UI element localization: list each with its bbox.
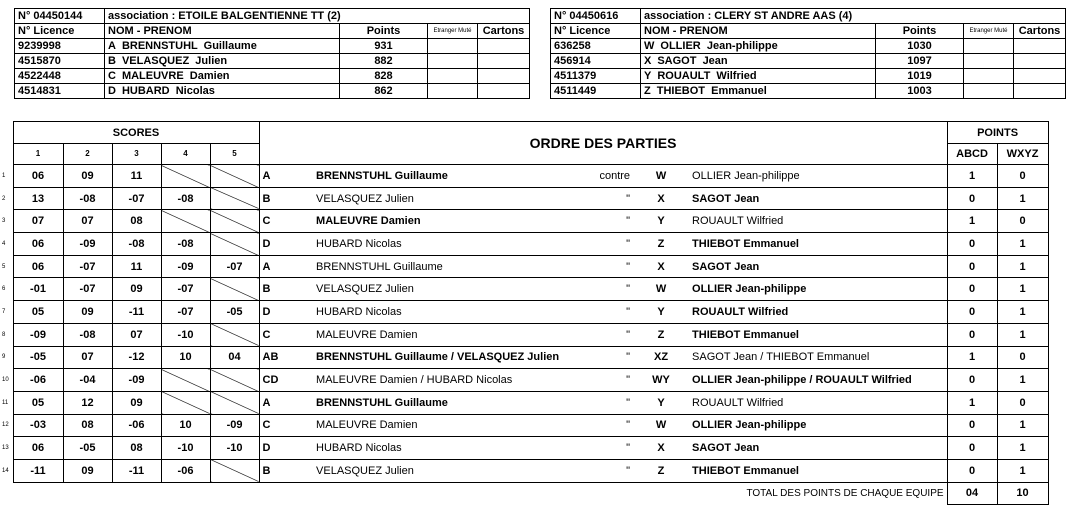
team-b-player-cards (1014, 54, 1066, 69)
set-score: -11 (13, 459, 63, 482)
match-index: 13 (2, 445, 9, 452)
match-row (2, 369, 1048, 392)
set-score (210, 369, 259, 392)
match-row (2, 437, 1048, 460)
right-player: ROUAULT Wilfried (689, 301, 947, 324)
match-index: 3 (2, 218, 6, 225)
set-score: -08 (161, 233, 210, 256)
left-player: MALEUVRE Damien (313, 323, 588, 346)
match-row (2, 414, 1048, 437)
set-score (210, 233, 259, 256)
right-letter: WY (633, 369, 689, 392)
total-label: TOTAL DES POINTS DE CHAQUE EQUIPE (259, 482, 947, 505)
right-player: THIEBOT Emmanuel (689, 459, 947, 482)
right-letter: W (633, 278, 689, 301)
team-a-player-name: BRENNSTUHL Guillaume (121, 40, 257, 52)
set-score: -07 (161, 301, 210, 324)
team-a-player-row (15, 39, 530, 54)
team-a-player-name-cell (105, 39, 340, 54)
team-b-player-cards (1014, 39, 1066, 54)
team-a-player-row (15, 54, 530, 69)
set-score: 11 (112, 255, 161, 278)
left-letter: B (259, 187, 313, 210)
points-b: 1 (997, 301, 1048, 324)
points-b: 1 (997, 369, 1048, 392)
match-index: 4 (2, 240, 6, 247)
left-letter: B (259, 459, 313, 482)
right-player: ROUAULT Wilfried (689, 391, 947, 414)
points-a: 1 (947, 165, 997, 188)
set-header: 2 (63, 144, 112, 165)
team-a-player-name-cell (105, 69, 340, 84)
right-player: ROUAULT Wilfried (689, 210, 947, 233)
team-b-player-name: THIEBOT Emmanuel (656, 85, 767, 97)
order-header: ORDRE DES PARTIES (259, 122, 947, 165)
set-score: 07 (63, 210, 112, 233)
match-index: 10 (2, 377, 9, 384)
points-b-header: WXYZ (997, 144, 1048, 165)
team-b-player-foreign (964, 84, 1014, 99)
right-letter: Y (633, 391, 689, 414)
versus-mark: " (588, 210, 633, 233)
left-letter: C (259, 210, 313, 233)
team-a-col-cards: Cartons (478, 24, 530, 39)
right-letter: Y (633, 301, 689, 324)
right-letter: W (633, 414, 689, 437)
set-score: -05 (210, 301, 259, 324)
left-player: BRENNSTUHL Guillaume / VELASQUEZ Julien (313, 346, 588, 369)
team-b-player-row (551, 39, 1066, 54)
match-row (2, 391, 1048, 414)
right-letter: Z (633, 233, 689, 256)
team-b-player-letter: X (644, 55, 652, 67)
set-score: -10 (210, 437, 259, 460)
set-score: 08 (112, 437, 161, 460)
right-player: THIEBOT Emmanuel (689, 233, 947, 256)
team-b-number: N° 04450616 (551, 9, 641, 24)
set-score: 12 (63, 391, 112, 414)
team-b-player-foreign (964, 69, 1014, 84)
team-b-player-name-cell (641, 84, 876, 99)
index-spacer (2, 144, 13, 165)
total-spacer (2, 482, 259, 505)
points-b: 1 (997, 255, 1048, 278)
versus-mark: " (588, 233, 633, 256)
set-score: 08 (63, 414, 112, 437)
set-score: -09 (210, 414, 259, 437)
team-b-player-name: SAGOT Jean (657, 55, 728, 67)
set-score (210, 459, 259, 482)
points-a: 0 (947, 459, 997, 482)
set-score: -08 (112, 233, 161, 256)
team-a-player-name: HUBARD Nicolas (121, 85, 215, 97)
points-a: 0 (947, 323, 997, 346)
left-letter: B (259, 278, 313, 301)
team-b-player-licence: 456914 (551, 54, 641, 69)
team-a-player-licence: 4515870 (15, 54, 105, 69)
team-b-player-points: 1097 (876, 54, 964, 69)
set-score: -09 (13, 323, 63, 346)
set-score: -11 (112, 459, 161, 482)
team-a-player-licence: 4514831 (15, 84, 105, 99)
team-b-player-points: 1003 (876, 84, 964, 99)
set-score (210, 210, 259, 233)
set-score (161, 210, 210, 233)
scores-header: SCORES (13, 122, 259, 144)
set-header: 1 (13, 144, 63, 165)
team-b-player-foreign (964, 39, 1014, 54)
points-a: 1 (947, 346, 997, 369)
set-score: -07 (161, 278, 210, 301)
team-b-player-licence: 636258 (551, 39, 641, 54)
versus-mark: " (588, 187, 633, 210)
set-score: -05 (63, 437, 112, 460)
set-score (161, 391, 210, 414)
set-score: -12 (112, 346, 161, 369)
points-a: 0 (947, 187, 997, 210)
right-player: OLLIER Jean-philippe (689, 278, 947, 301)
match-row (2, 301, 1048, 324)
team-b-player-name: ROUAULT Wilfried (657, 70, 757, 82)
match-row (2, 210, 1048, 233)
team-a-player-name: VELASQUEZ Julien (121, 55, 228, 67)
right-player: SAGOT Jean (689, 255, 947, 278)
right-player: SAGOT Jean (689, 437, 947, 460)
points-a-header: ABCD (947, 144, 997, 165)
team-b-col-cards: Cartons (1014, 24, 1066, 39)
set-score: -07 (112, 187, 161, 210)
set-score: 09 (63, 459, 112, 482)
versus-mark: " (588, 414, 633, 437)
team-b-player-name-cell (641, 69, 876, 84)
team-a-col-licence: N° Licence (15, 24, 105, 39)
team-b-player-name: OLLIER Jean-philippe (660, 40, 778, 52)
right-letter: X (633, 255, 689, 278)
team-a-player-letter: A (108, 40, 116, 52)
left-player: VELASQUEZ Julien (313, 278, 588, 301)
team-a-number: N° 04450144 (15, 9, 105, 24)
team-a-player-licence: 4522448 (15, 69, 105, 84)
team-a-col-name: NOM - PRENOM (105, 24, 340, 39)
left-letter: C (259, 414, 313, 437)
set-score: 06 (13, 437, 63, 460)
left-letter: AB (259, 346, 313, 369)
team-b-col-name: NOM - PRENOM (641, 24, 876, 39)
right-player: OLLIER Jean-philippe / ROUAULT Wilfried (689, 369, 947, 392)
set-score: 06 (13, 255, 63, 278)
team-a-player-foreign (428, 39, 478, 54)
right-letter: W (633, 165, 689, 188)
team-b-player-foreign (964, 54, 1014, 69)
points-b: 1 (997, 278, 1048, 301)
set-score: 11 (112, 165, 161, 188)
versus-mark: " (588, 323, 633, 346)
points-b: 0 (997, 391, 1048, 414)
team-b-player-letter: Y (644, 70, 652, 82)
team-a-player-name: MALEUVRE Damien (121, 70, 230, 82)
set-score: 04 (210, 346, 259, 369)
set-score: -04 (63, 369, 112, 392)
set-score: -06 (13, 369, 63, 392)
set-score: -11 (112, 301, 161, 324)
team-b-player-cards (1014, 69, 1066, 84)
left-player: MALEUVRE Damien (313, 414, 588, 437)
set-score: -10 (161, 437, 210, 460)
team-a-col-points: Points (340, 24, 428, 39)
left-player: VELASQUEZ Julien (313, 187, 588, 210)
left-letter: D (259, 233, 313, 256)
match-index: 11 (2, 399, 9, 406)
team-a-player-name-cell (105, 84, 340, 99)
points-a: 0 (947, 414, 997, 437)
match-row (2, 165, 1048, 188)
left-letter: CD (259, 369, 313, 392)
right-player: SAGOT Jean (689, 187, 947, 210)
set-header: 4 (161, 144, 210, 165)
team-b-player-row (551, 54, 1066, 69)
left-player: HUBARD Nicolas (313, 301, 588, 324)
match-index: 9 (2, 354, 6, 361)
versus-mark: " (588, 278, 633, 301)
team-b-player-licence: 4511379 (551, 69, 641, 84)
set-score: -07 (63, 255, 112, 278)
set-score: -07 (63, 278, 112, 301)
set-score: -08 (161, 187, 210, 210)
set-score: -05 (13, 346, 63, 369)
set-score: 07 (112, 323, 161, 346)
set-score: -09 (112, 369, 161, 392)
team-b-association: association : CLERY ST ANDRE AAS (4) (641, 9, 1066, 24)
set-score: 09 (63, 165, 112, 188)
match-row (2, 459, 1048, 482)
right-letter: Z (633, 323, 689, 346)
points-a: 0 (947, 369, 997, 392)
match-index: 1 (2, 172, 6, 179)
points-b: 0 (997, 210, 1048, 233)
team-a-player-points: 882 (340, 54, 428, 69)
versus-mark: contre (588, 165, 633, 188)
versus-mark: " (588, 255, 633, 278)
left-player: HUBARD Nicolas (313, 437, 588, 460)
team-a-player-points: 828 (340, 69, 428, 84)
team-b-player-letter: Z (644, 85, 651, 97)
left-player: MALEUVRE Damien / HUBARD Nicolas (313, 369, 588, 392)
match-row (2, 255, 1048, 278)
points-a: 1 (947, 210, 997, 233)
set-score (210, 278, 259, 301)
points-b: 1 (997, 414, 1048, 437)
left-letter: D (259, 437, 313, 460)
team-a-player-letter: B (108, 55, 116, 67)
versus-mark: " (588, 346, 633, 369)
set-score: 07 (13, 210, 63, 233)
left-player: BRENNSTUHL Guillaume (313, 255, 588, 278)
total-b: 10 (997, 482, 1048, 505)
team-b-player-row (551, 69, 1066, 84)
set-score (210, 323, 259, 346)
right-letter: X (633, 437, 689, 460)
team-b-player-licence: 4511449 (551, 84, 641, 99)
right-player: OLLIER Jean-philippe (689, 165, 947, 188)
match-row (2, 233, 1048, 256)
set-score: 05 (13, 301, 63, 324)
left-letter: D (259, 301, 313, 324)
match-row (2, 187, 1048, 210)
set-score: -08 (63, 323, 112, 346)
set-score: -01 (13, 278, 63, 301)
team-b-col-licence: N° Licence (551, 24, 641, 39)
team-a-player-cards (478, 84, 530, 99)
right-letter: Z (633, 459, 689, 482)
set-score: 06 (13, 165, 63, 188)
left-player: VELASQUEZ Julien (313, 459, 588, 482)
right-player: SAGOT Jean / THIEBOT Emmanuel (689, 346, 947, 369)
left-letter: C (259, 323, 313, 346)
team-b-player-name-cell (641, 54, 876, 69)
team-a-association: association : ETOILE BALGENTIENNE TT (2) (105, 9, 530, 24)
team-a-player-foreign (428, 84, 478, 99)
right-player: OLLIER Jean-philippe (689, 414, 947, 437)
match-index: 2 (2, 195, 6, 202)
versus-mark: " (588, 459, 633, 482)
versus-mark: " (588, 301, 633, 324)
set-score: 05 (13, 391, 63, 414)
set-score: 10 (161, 346, 210, 369)
set-score (161, 165, 210, 188)
points-b: 1 (997, 459, 1048, 482)
points-b: 1 (997, 437, 1048, 460)
team-b-player-letter: W (644, 40, 655, 52)
team-b-player-name-cell (641, 39, 876, 54)
set-score: -07 (210, 255, 259, 278)
match-index: 14 (2, 467, 9, 474)
set-score: -09 (161, 255, 210, 278)
team-a-player-name-cell (105, 54, 340, 69)
left-player: BRENNSTUHL Guillaume (313, 391, 588, 414)
versus-mark: " (588, 437, 633, 460)
match-row (2, 346, 1048, 369)
set-score: -08 (63, 187, 112, 210)
points-a: 0 (947, 278, 997, 301)
team-a-player-row (15, 69, 530, 84)
set-score: -03 (13, 414, 63, 437)
set-score (210, 391, 259, 414)
set-header: 5 (210, 144, 259, 165)
team-a-player-letter: C (108, 70, 116, 82)
points-b: 1 (997, 187, 1048, 210)
match-row (2, 323, 1048, 346)
right-letter: XZ (633, 346, 689, 369)
match-index: 5 (2, 263, 6, 270)
match-index: 6 (2, 286, 6, 293)
set-score: -06 (112, 414, 161, 437)
team-a-player-cards (478, 39, 530, 54)
team-a-player-foreign (428, 69, 478, 84)
team-a-col-foreign: Etranger Muté (428, 24, 478, 39)
set-score: 13 (13, 187, 63, 210)
index-spacer (2, 122, 13, 144)
set-score: 08 (112, 210, 161, 233)
set-score: 10 (161, 414, 210, 437)
versus-mark: " (588, 391, 633, 414)
team-b-col-points: Points (876, 24, 964, 39)
match-index: 7 (2, 308, 6, 315)
points-b: 1 (997, 233, 1048, 256)
team-a-player-cards (478, 54, 530, 69)
points-header: POINTS (947, 122, 1048, 144)
set-score: -09 (63, 233, 112, 256)
team-a-player-row (15, 84, 530, 99)
team-b-player-row (551, 84, 1066, 99)
team-a-player-letter: D (108, 85, 116, 97)
team-b-table (550, 8, 1066, 99)
points-a: 0 (947, 233, 997, 256)
right-letter: X (633, 187, 689, 210)
set-header: 3 (112, 144, 161, 165)
versus-mark: " (588, 369, 633, 392)
points-b: 0 (997, 346, 1048, 369)
match-table (2, 121, 1049, 505)
team-a-player-foreign (428, 54, 478, 69)
left-player: HUBARD Nicolas (313, 233, 588, 256)
set-score: 09 (112, 391, 161, 414)
set-score: 07 (63, 346, 112, 369)
left-letter: A (259, 391, 313, 414)
points-b: 1 (997, 323, 1048, 346)
team-a-player-licence: 9239998 (15, 39, 105, 54)
set-score: 09 (112, 278, 161, 301)
set-score (161, 369, 210, 392)
points-a: 0 (947, 301, 997, 324)
points-a: 0 (947, 437, 997, 460)
left-player: MALEUVRE Damien (313, 210, 588, 233)
team-b-player-cards (1014, 84, 1066, 99)
left-player: BRENNSTUHL Guillaume (313, 165, 588, 188)
points-a: 1 (947, 391, 997, 414)
team-a-player-points: 862 (340, 84, 428, 99)
total-a: 04 (947, 482, 997, 505)
set-score: -10 (161, 323, 210, 346)
left-letter: A (259, 255, 313, 278)
team-b-player-points: 1019 (876, 69, 964, 84)
set-score (210, 187, 259, 210)
team-b-player-points: 1030 (876, 39, 964, 54)
set-score: -06 (161, 459, 210, 482)
match-row (2, 278, 1048, 301)
set-score: 09 (63, 301, 112, 324)
team-b-col-foreign: Etranger Muté (964, 24, 1014, 39)
match-index: 12 (2, 422, 9, 429)
set-score (210, 165, 259, 188)
set-score: 06 (13, 233, 63, 256)
right-letter: Y (633, 210, 689, 233)
team-a-player-cards (478, 69, 530, 84)
right-player: THIEBOT Emmanuel (689, 323, 947, 346)
left-letter: A (259, 165, 313, 188)
team-a-table (14, 8, 530, 99)
team-a-player-points: 931 (340, 39, 428, 54)
match-index: 8 (2, 331, 6, 338)
points-a: 0 (947, 255, 997, 278)
points-b: 0 (997, 165, 1048, 188)
